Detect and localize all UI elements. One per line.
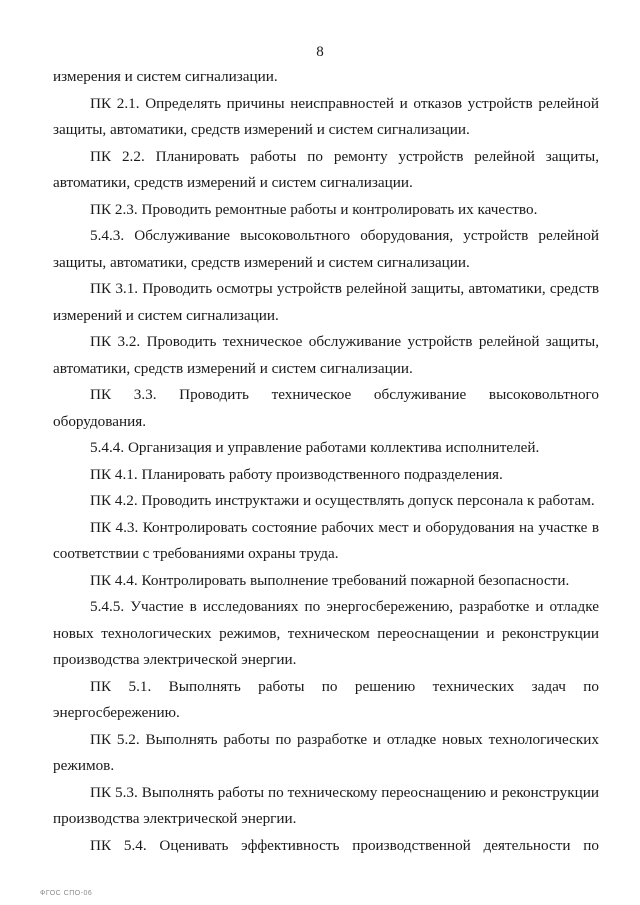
paragraph-continuation: измерения и систем сигнализации.	[53, 68, 278, 85]
paragraph-pk-4-4: ПК 4.4. Контролировать выполнение требований пожарной безопасности.	[90, 571, 570, 589]
page-number: 8	[316, 44, 324, 60]
paragraph-pk-4-1: ПК 4.1. Планировать работу производственного подразделения.	[90, 465, 503, 483]
paragraph-pk-5-1: ПК 5.1. Выполнять работы по решению технических задач по энергосбережению.	[53, 677, 599, 721]
paragraph-pk-2-1: ПК 2.1. Определять причины неисправностей и отказов устройств релейной защиты, автоматики, средств измерений и систем сигнализации.	[53, 94, 599, 138]
paragraph-pk-5-4: ПК 5.4. Оценивать эффективность производственной деятельности по	[90, 836, 599, 854]
paragraph-pk-3-2: ПК 3.2. Проводить техническое обслуживание устройств релейной защиты, автоматики, средств измерений и систем сигнализации.	[53, 333, 599, 377]
paragraph-pk-3-3: ПК 3.3. Проводить техническое обслуживание высоковольтного оборудования.	[53, 386, 599, 430]
paragraph-pk-3-1: ПК 3.1. Проводить осмотры устройств релейной защиты, автоматики, средств измерений и систем сигнализации.	[53, 280, 599, 324]
document-body	[53, 64, 599, 859]
paragraph-pk-2-2: ПК 2.2. Планировать работы по ремонту устройств релейной защиты, автоматики, средств измерений и систем сигнализации.	[53, 147, 599, 191]
section-heading-5-4-4: 5.4.4. Организация и управление работами коллектива исполнителей.	[90, 439, 540, 456]
paragraph-pk-2-3: ПК 2.3. Проводить ремонтные работы и контролировать их качество.	[90, 200, 538, 218]
paragraph-pk-5-3: ПК 5.3. Выполнять работы по техническому переоснащению и реконструкции производства электрической энергии.	[53, 783, 599, 827]
paragraph-pk-4-2: ПК 4.2. Проводить инструктажи и осуществлять допуск персонала к работам.	[90, 492, 595, 509]
paragraph-pk-5-2: ПК 5.2. Выполнять работы по разработке и отладке новых технологических режимов.	[53, 730, 599, 774]
section-heading-5-4-3: 5.4.3. Обслуживание высоковольтного оборудования, устройств релейной защиты, автоматики, средств измерений и систем сигнализации.	[53, 227, 599, 271]
section-heading-5-4-5: 5.4.5. Участие в исследованиях по энергосбережению, разработке и отладке новых технологических режимов, техническом переоснащении и реконструкции производства электрической энергии.	[53, 598, 599, 668]
paragraph-pk-4-3: ПК 4.3. Контролировать состояние рабочих мест и оборудования на участке в соответствии с требованиями охраны труда.	[53, 518, 599, 562]
footer-mark: ФГОС СПО-06	[40, 890, 93, 897]
